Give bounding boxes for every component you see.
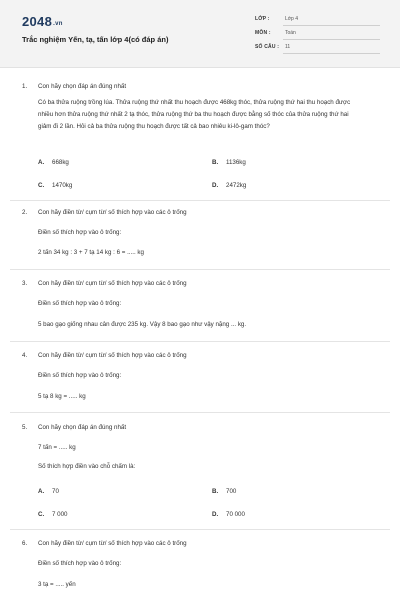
meta-divider bbox=[283, 25, 380, 26]
option-text: 1470kg bbox=[52, 182, 73, 189]
meta-divider bbox=[283, 39, 380, 40]
question-prompt: Con hãy điền từ/ cụm từ/ số thích hợp vào các ô trống bbox=[38, 280, 187, 287]
question-3-instruction: Điền số thích hợp vào ô trống: bbox=[38, 300, 122, 307]
question-divider bbox=[10, 341, 390, 342]
meta-count-value: 11 bbox=[285, 44, 291, 50]
option-a[interactable] bbox=[38, 159, 69, 166]
option-b[interactable] bbox=[212, 159, 246, 166]
option-text: 70 bbox=[52, 488, 59, 495]
option-b[interactable] bbox=[212, 488, 236, 495]
option-c[interactable] bbox=[38, 182, 72, 189]
question-2-header bbox=[22, 209, 187, 216]
option-label: D. bbox=[212, 182, 219, 189]
question-6-header bbox=[22, 540, 187, 547]
question-prompt: Con hãy chọn đáp án đúng nhất bbox=[38, 83, 127, 90]
option-label: D. bbox=[212, 511, 219, 518]
question-6-instruction: Điền số thích hợp vào ô trống: bbox=[38, 560, 122, 567]
document-title: Trắc nghiệm Yến, tạ, tấn lớp 4(có đáp án) bbox=[22, 35, 169, 44]
question-prompt: Con hãy điền từ/ cụm từ/ số thích hợp vào các ô trống bbox=[38, 352, 187, 359]
logo-suffix: .vn bbox=[53, 21, 63, 27]
question-divider bbox=[10, 529, 390, 530]
question-6-statement[interactable]: 3 tạ = ..... yến bbox=[38, 581, 76, 588]
meta-subject bbox=[255, 27, 380, 40]
option-d[interactable] bbox=[212, 182, 246, 189]
site-logo[interactable] bbox=[22, 14, 63, 29]
meta-count-key: SỐ CÂU : bbox=[255, 44, 280, 50]
option-text: 2472kg bbox=[226, 182, 247, 189]
question-number: 6. bbox=[22, 540, 28, 547]
question-number: 5. bbox=[22, 424, 28, 431]
question-5-statement: 7 tấn = ..... kg bbox=[38, 444, 76, 451]
question-4-header bbox=[22, 352, 187, 359]
question-list bbox=[0, 68, 400, 600]
question-2-statement[interactable]: 2 tấn 34 kg : 3 + 7 tạ 14 kg : 6 = ..... kg bbox=[38, 249, 144, 256]
meta-subject-key: MÔN : bbox=[255, 30, 271, 36]
question-divider bbox=[10, 269, 390, 270]
question-3-header bbox=[22, 280, 187, 287]
question-prompt: Con hãy điền từ/ cụm từ/ số thích hợp vào các ô trống bbox=[38, 209, 187, 216]
question-5-instruction: Số thích hợp điền vào chỗ chấm là: bbox=[38, 463, 136, 470]
question-number: 3. bbox=[22, 280, 28, 287]
question-3-statement[interactable]: 5 bao gạo giống nhau cân được 235 kg. Vậy 8 bao gạo như vậy nặng ... kg. bbox=[38, 321, 247, 328]
question-5-header bbox=[22, 424, 126, 431]
option-text: 70 000 bbox=[226, 511, 245, 518]
option-text: 1136kg bbox=[226, 159, 246, 166]
option-d[interactable] bbox=[212, 511, 245, 518]
question-4-instruction: Điền số thích hợp vào ô trống: bbox=[38, 372, 122, 379]
question-prompt: Con hãy điền từ/ cụm từ/ số thích hợp vào các ô trống bbox=[38, 540, 187, 547]
logo-text: 2048 bbox=[22, 14, 53, 29]
option-text: 700 bbox=[226, 488, 237, 495]
page-header bbox=[0, 0, 400, 68]
question-1-body: Có ba thửa ruộng trồng lúa. Thửa ruộng thứ nhất thu hoạch được 468kg thóc, thửa ruộng thứ hai thu hoạch được nhiều hơn thửa ruộng thứ nhất 2 tạ thóc, thửa ruộng thứ ba thu hoạch được bằng số thóc của thửa ruộng thứ hai giảm đi 2 lần. Hỏi cả ba thửa ruộng thu hoạch được tất cả bao nhiêu ki-lô-gam thóc? bbox=[38, 99, 351, 130]
option-text: 7 000 bbox=[52, 511, 68, 518]
meta-divider bbox=[283, 53, 380, 54]
question-2-instruction: Điền số thích hợp vào ô trống: bbox=[38, 229, 122, 236]
question-prompt: Con hãy chọn đáp án đúng nhất bbox=[38, 424, 127, 431]
question-number: 1. bbox=[22, 83, 28, 90]
question-number: 4. bbox=[22, 352, 28, 359]
question-divider bbox=[10, 412, 390, 413]
option-label: A. bbox=[38, 159, 45, 166]
meta-question-count bbox=[255, 41, 380, 54]
option-label: A. bbox=[38, 488, 45, 495]
meta-subject-value: Toán bbox=[285, 30, 296, 36]
meta-class-key: LỚP : bbox=[255, 16, 270, 22]
option-label: C. bbox=[38, 511, 45, 518]
question-1-header bbox=[22, 83, 126, 90]
option-a[interactable] bbox=[38, 488, 59, 495]
option-label: B. bbox=[212, 488, 219, 495]
option-label: B. bbox=[212, 159, 219, 166]
option-text: 668kg bbox=[52, 159, 69, 166]
option-label: C. bbox=[38, 182, 45, 189]
option-c[interactable] bbox=[38, 511, 67, 518]
question-divider bbox=[10, 200, 390, 201]
meta-class-value: Lớp 4 bbox=[285, 16, 299, 22]
question-4-statement[interactable]: 5 tạ 8 kg = ..... kg bbox=[38, 393, 86, 400]
question-number: 2. bbox=[22, 209, 28, 216]
meta-class bbox=[255, 13, 380, 26]
